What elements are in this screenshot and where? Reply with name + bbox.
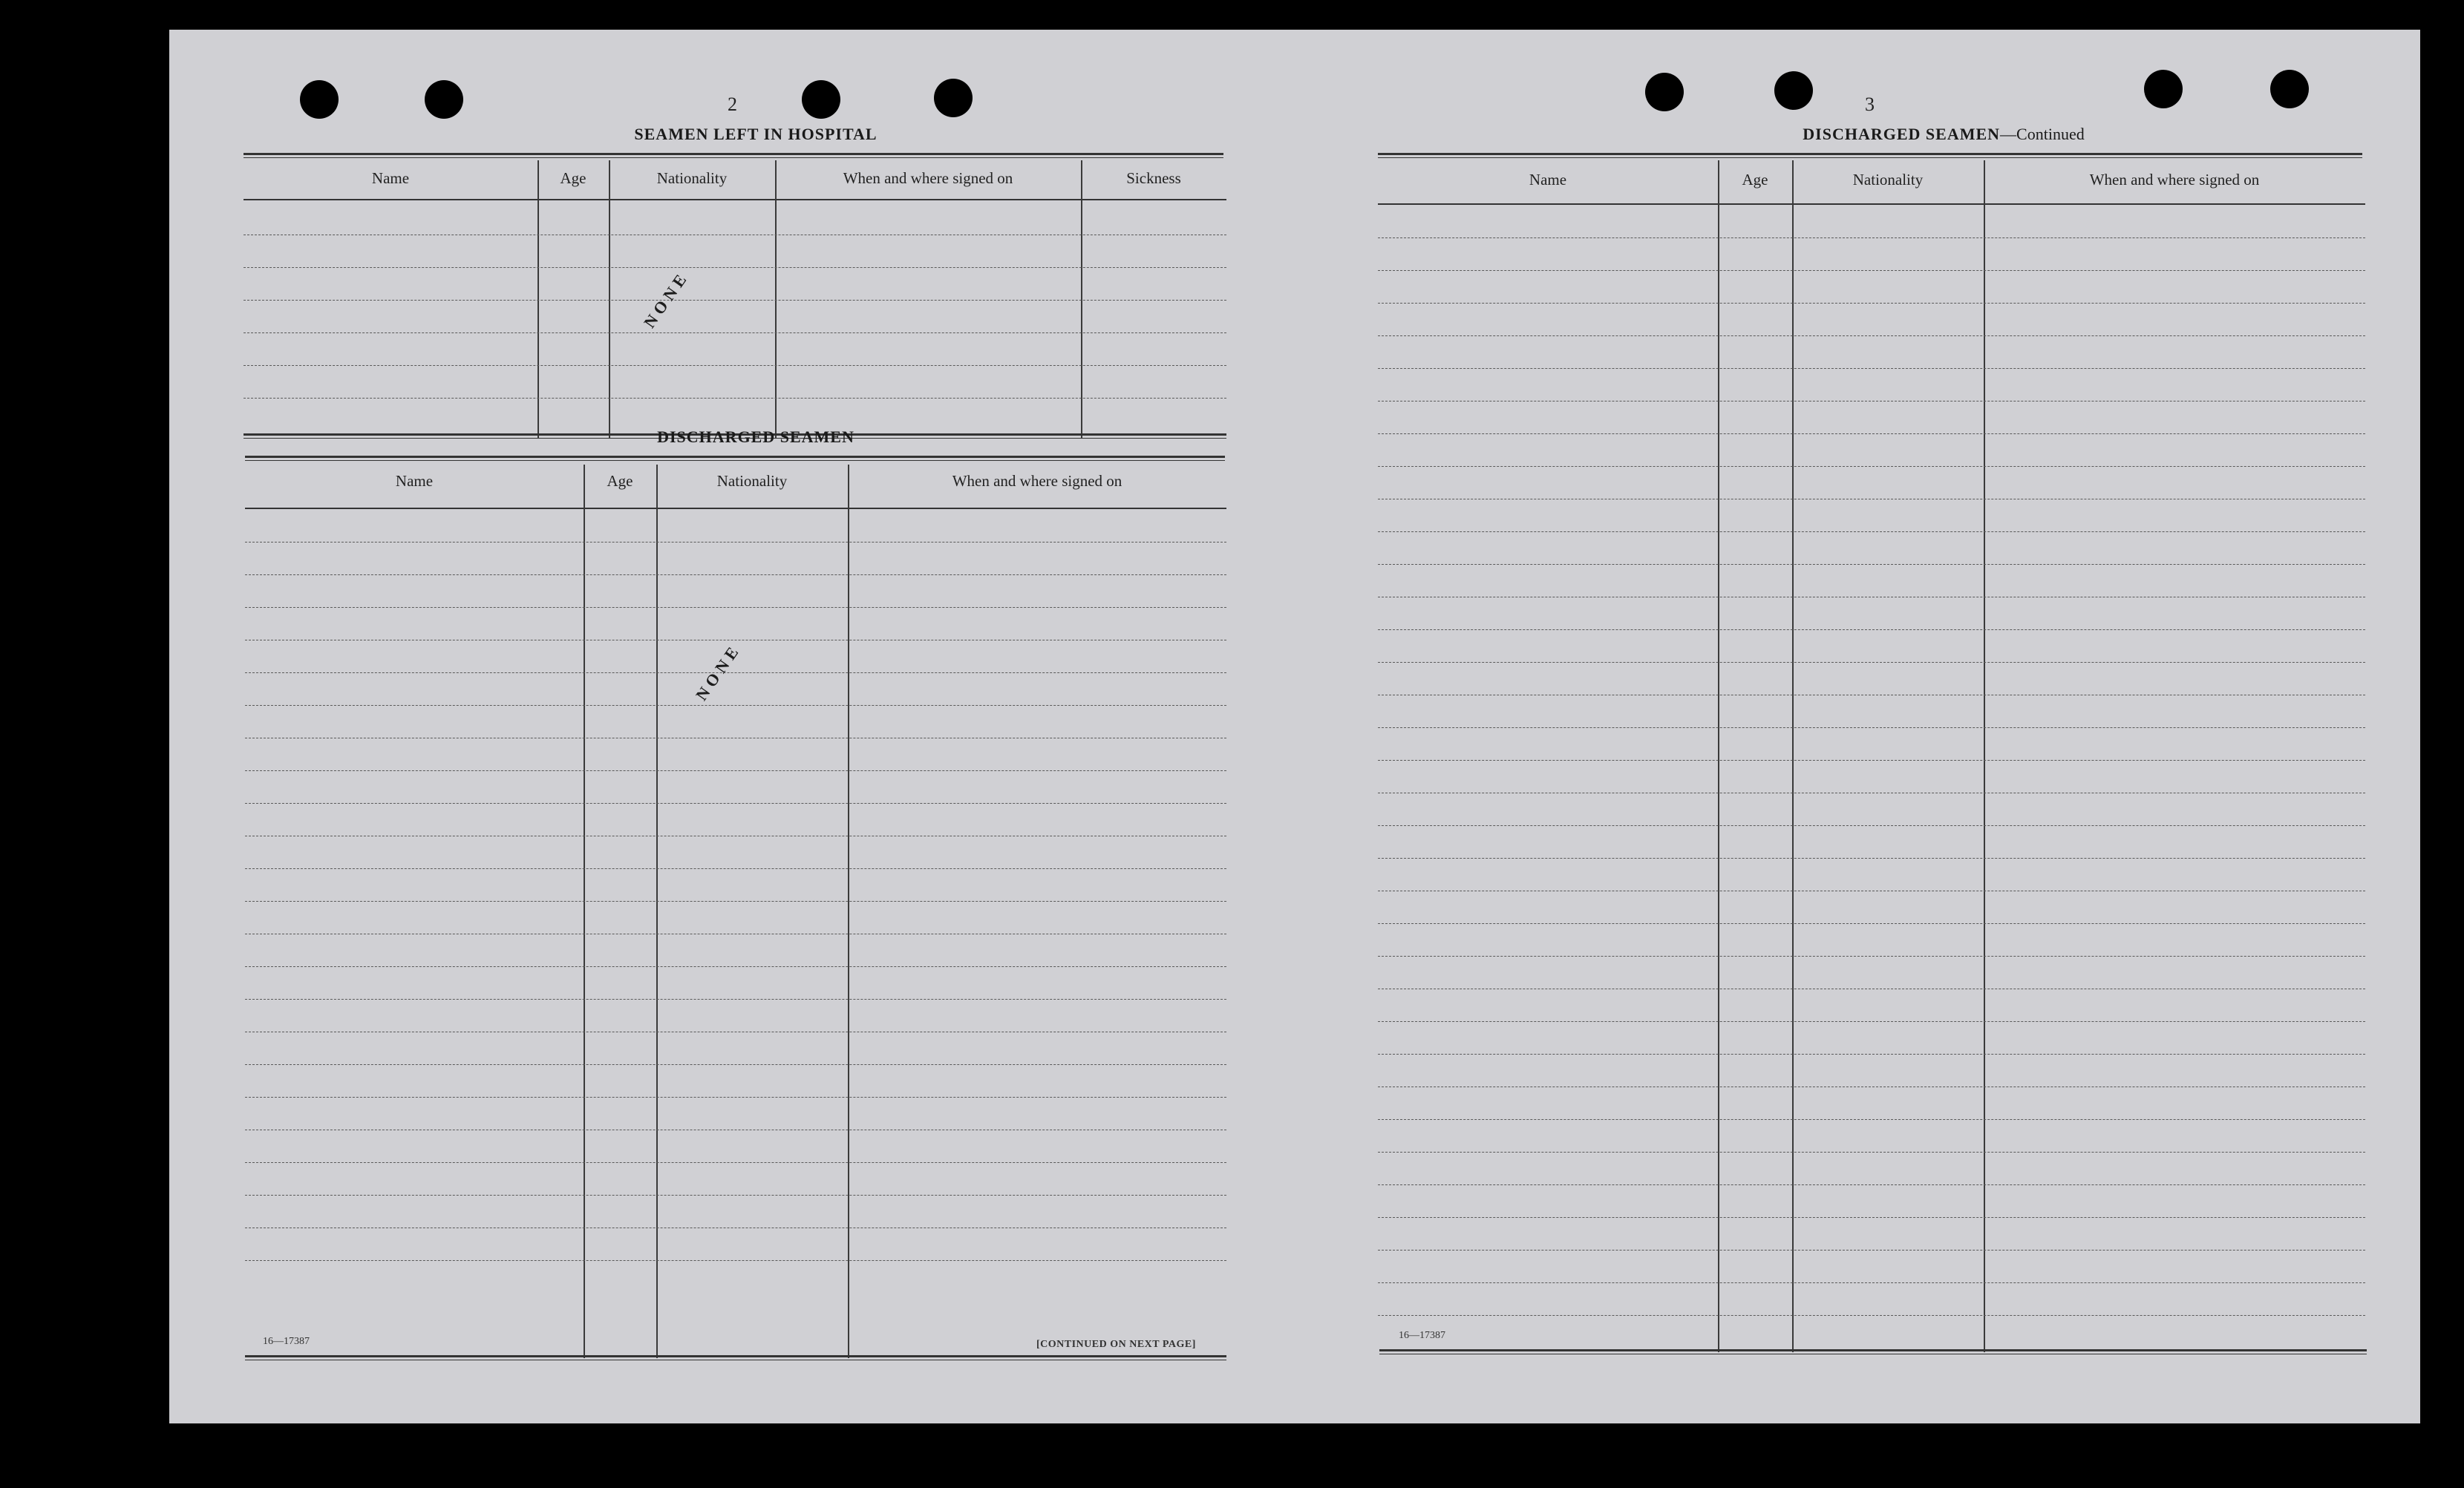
ledger-row-line xyxy=(1378,270,2365,271)
hospital-header-rule xyxy=(244,153,1223,158)
discharged-continued-title-suffix: —Continued xyxy=(2000,125,2085,143)
ledger-row-line xyxy=(1378,629,2365,630)
punch-hole xyxy=(2144,70,2183,108)
discharged-header-bottom-rule xyxy=(245,508,1226,509)
continued-col-age: Age xyxy=(1742,171,1768,189)
ledger-row-line xyxy=(1378,1086,2365,1087)
hospital-col-signed-on: When and where signed on xyxy=(843,169,1013,187)
discharged-header-rule xyxy=(245,456,1225,461)
ledger-paper xyxy=(169,30,2420,1423)
ledger-row-line xyxy=(1378,727,2365,728)
ledger-row-line xyxy=(245,1162,1226,1163)
ledger-row-line xyxy=(244,267,1226,268)
ledger-row-line xyxy=(1378,858,2365,859)
punch-hole xyxy=(300,80,339,119)
discharged-col-divider xyxy=(656,465,658,1358)
ledger-row-line xyxy=(1378,368,2365,369)
ledger-row-line xyxy=(1378,335,2365,336)
ledger-row-line xyxy=(244,398,1226,399)
continued-header-bottom-rule xyxy=(1378,203,2365,205)
discharged-col-age: Age xyxy=(607,472,633,490)
ledger-row-line xyxy=(1378,466,2365,467)
ledger-row-line xyxy=(245,607,1226,608)
ledger-row-line xyxy=(1378,1021,2365,1022)
discharged-col-nationality: Nationality xyxy=(716,472,788,490)
ledger-row-line xyxy=(245,542,1226,543)
ledger-row-line xyxy=(245,672,1226,673)
hospital-col-sickness: Sickness xyxy=(1126,169,1181,187)
continued-bottom-rule xyxy=(1379,1349,2367,1354)
hospital-none-stamp: NONE xyxy=(640,267,693,332)
ledger-row-line xyxy=(1378,433,2365,434)
ledger-row-line xyxy=(1378,1184,2365,1185)
ledger-row-line xyxy=(245,1195,1226,1196)
discharged-none-stamp: NONE xyxy=(692,640,745,704)
punch-hole xyxy=(802,80,840,119)
ledger-row-line xyxy=(245,868,1226,869)
ledger-row-line xyxy=(1378,1054,2365,1055)
continued-col-nationality: Nationality xyxy=(1852,171,1924,189)
ledger-row-line xyxy=(244,332,1226,333)
left-form-number: 16—17387 xyxy=(263,1336,310,1347)
ledger-row-line xyxy=(1378,1217,2365,1218)
discharged-section-title: DISCHARGED SEAMEN xyxy=(657,427,854,446)
continued-col-divider xyxy=(1984,160,1985,1352)
ledger-row-line xyxy=(1378,237,2365,238)
hospital-col-age: Age xyxy=(560,169,586,187)
hospital-header-bottom-rule xyxy=(244,199,1226,200)
hospital-col-name: Name xyxy=(371,169,410,187)
ledger-row-line xyxy=(1378,956,2365,957)
ledger-row-line xyxy=(245,574,1226,575)
ledger-row-line xyxy=(1378,1250,2365,1251)
discharged-continued-title-main: DISCHARGED SEAMEN xyxy=(1803,125,2001,143)
discharged-continued-title xyxy=(1684,125,2203,144)
ledger-row-line xyxy=(245,803,1226,804)
ledger-row-line xyxy=(1378,1315,2365,1316)
discharged-col-signed-on: When and where signed on xyxy=(952,472,1122,490)
ledger-row-line xyxy=(245,1064,1226,1065)
ledger-row-line xyxy=(245,966,1226,967)
discharged-col-divider xyxy=(584,465,585,1358)
continued-col-divider xyxy=(1718,160,1719,1352)
continued-note: [CONTINUED ON NEXT PAGE] xyxy=(1036,1339,1196,1350)
ledger-row-line xyxy=(245,1260,1226,1261)
ledger-row-line xyxy=(1378,825,2365,826)
ledger-row-line xyxy=(1378,531,2365,532)
ledger-row-line xyxy=(245,999,1226,1000)
discharged-col-divider xyxy=(848,465,849,1358)
ledger-row-line xyxy=(1378,1119,2365,1120)
right-form-number: 16—17387 xyxy=(1399,1330,1445,1341)
hospital-col-nationality: Nationality xyxy=(656,169,728,187)
continued-col-signed-on: When and where signed on xyxy=(2089,171,2260,189)
hospital-section-title: SEAMEN LEFT IN HOSPITAL xyxy=(634,125,878,143)
ledger-row-line xyxy=(244,300,1226,301)
ledger-row-line xyxy=(245,770,1226,771)
continued-header-rule xyxy=(1378,153,2362,158)
punch-hole xyxy=(425,80,463,119)
ledger-row-line xyxy=(1378,1152,2365,1153)
hospital-col-divider xyxy=(775,160,777,438)
discharged-col-name: Name xyxy=(395,472,434,490)
discharged-bottom-rule xyxy=(245,1355,1226,1360)
ledger-row-line xyxy=(245,1097,1226,1098)
right-page-number: 3 xyxy=(1865,94,1875,115)
ledger-row-line xyxy=(1378,303,2365,304)
continued-col-name: Name xyxy=(1529,171,1567,189)
punch-hole xyxy=(2270,70,2309,108)
left-page-number: 2 xyxy=(728,94,737,115)
punch-hole xyxy=(934,79,973,117)
ledger-row-line xyxy=(244,365,1226,366)
ledger-row-line xyxy=(1378,564,2365,565)
ledger-row-line xyxy=(245,705,1226,706)
punch-hole xyxy=(1645,73,1684,111)
hospital-col-divider xyxy=(1081,160,1082,438)
ledger-row-line xyxy=(1378,923,2365,924)
ledger-row-line xyxy=(1378,662,2365,663)
ledger-row-line xyxy=(1378,1282,2365,1283)
punch-hole xyxy=(1774,71,1813,110)
ledger-row-line xyxy=(1378,760,2365,761)
hospital-col-divider xyxy=(537,160,539,438)
continued-col-divider xyxy=(1792,160,1794,1352)
ledger-row-line xyxy=(1378,401,2365,402)
ledger-row-line xyxy=(245,901,1226,902)
hospital-col-divider xyxy=(609,160,610,438)
